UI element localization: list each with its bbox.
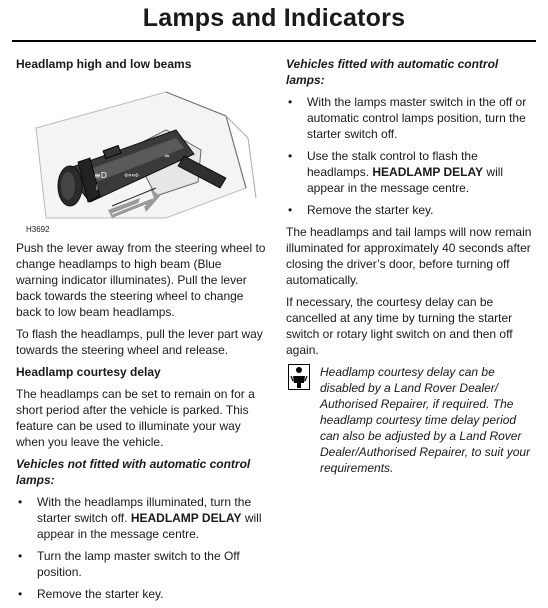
list-item: • Use the stalk control to flash the headlamps. HEADLAMP DELAY will appear in the message centre. [288, 149, 504, 195]
para-flash: To flash the headlamps, pull the lever part way towards the steering wheel and release. [16, 327, 263, 357]
bullet-icon: • [18, 495, 23, 509]
para-cancel: If necessary, the courtesy delay can be cancelled at any time by turning the starter switch or rotary light switch on and then off again. [286, 295, 513, 357]
list-item: • Remove the starter key. [18, 587, 164, 601]
title-rule [12, 40, 536, 42]
heading-fitted: Vehicles fitted with automatic control lamps: [286, 57, 499, 87]
para-tail-lamps: The headlamps and tail lamps will now remain illuminated for approximately 40 seconds after closing the driver’s door, before turning off automatically. [286, 225, 532, 287]
headlamp-stalk-image [16, 78, 266, 228]
list-not-fitted [16, 494, 266, 602]
right-column [286, 56, 536, 476]
heading-courtesy-delay: Headlamp courtesy delay [16, 365, 161, 379]
heading-headlamp-beams: Headlamp high and low beams [16, 57, 192, 71]
bullet-icon: • [18, 587, 23, 601]
headlamp-delay-label: HEADLAMP DELAY [372, 165, 484, 179]
page-title: Lamps and Indicators [142, 4, 406, 32]
stalk-illustration [16, 78, 266, 233]
note-text: Headlamp courtesy delay can be disabled by a Land Rover Dealer/ Authorised Repairer, if required. The headlamp courtesy time delay period can also be adjusted by a Land Rover Dealer/Authorised Repairer, to suit your requirements. [320, 365, 531, 475]
headlamp-delay-label: HEADLAMP DELAY [130, 511, 242, 525]
bullet-icon: • [288, 149, 293, 163]
list-item: • With the headlamps illuminated, turn the starter switch off. HEADLAMP DELAY will appear in the message centre. [18, 495, 262, 541]
svg-text:⇦⇨: ⇦⇨ [124, 171, 140, 181]
heading-not-fitted: Vehicles not fitted with automatic control lamps: [16, 457, 251, 487]
figure-code: H3692 [26, 225, 50, 234]
list-item: • Remove the starter key. [288, 203, 434, 217]
list-item: • With the lamps master switch in the off or automatic control lamps position, turn the starter switch off. [288, 95, 527, 141]
list-item: • Turn the lamp master switch to the Off position. [18, 549, 240, 579]
dealer-person-icon [288, 364, 310, 390]
list-fitted [286, 94, 536, 218]
para-push-lever: Push the lever away from the steering wheel to change headlamps to high beam (Blue warning indicator illuminates). Pull the lever back towards the steering wheel to change back to low beam headlamps. [16, 241, 266, 319]
left-column [16, 56, 266, 608]
svg-text:≈: ≈ [164, 152, 170, 160]
bullet-icon: • [288, 95, 293, 109]
svg-text:i: i [96, 184, 98, 192]
bullet-icon: • [18, 549, 23, 563]
dealer-note [286, 364, 536, 476]
bullet-icon: • [288, 203, 293, 217]
svg-text:≡D: ≡D [94, 171, 107, 180]
para-courtesy: The headlamps can be set to remain on for a short period after the vehicle is parked. This feature can be used to illuminate your way when you leave the vehicle. [16, 387, 255, 449]
